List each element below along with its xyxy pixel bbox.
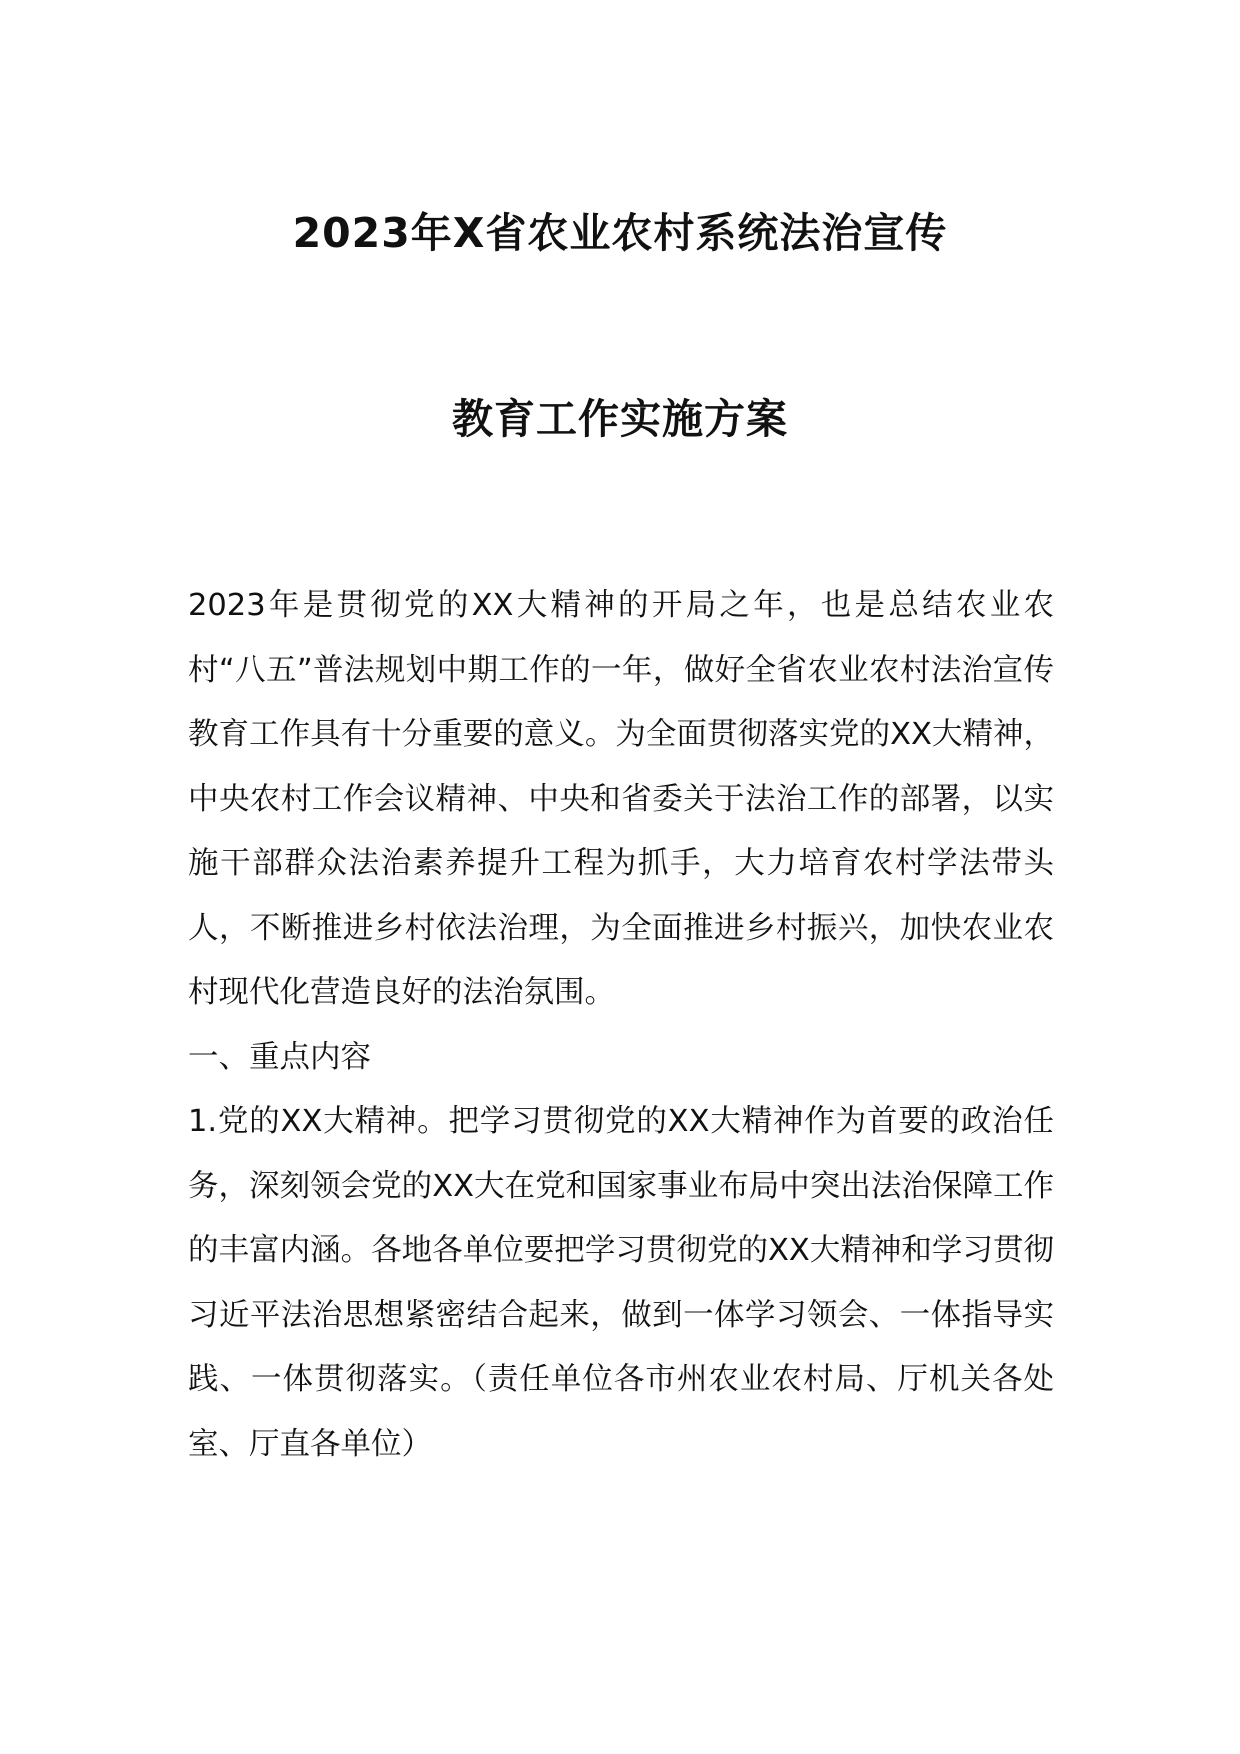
section-heading: 一、重点内容 [188,1039,371,1075]
document-title-line-2: 教育工作实施方案 [452,395,788,443]
intro-paragraph: 2023年是贯彻党的XX大精神的开局之年，也是总结农业农村“八五”普法规划中期工作的一年，做好全省农业农村法治宣传教育工作具有十分重要的意义。为全面贯彻落实党的XX大精神，中央农村工作会议精神、中央和省委关于法治工作的部署，以实施干部群众法治素养提升工程为抓手，大力培育农村学法带头人，不断推进乡村依法治理，为全面推进乡村振兴，加快农业农村现代化营造良好的法治氛围。 [188,588,1054,1010]
item-paragraph: 1.党的XX大精神。把学习贯彻党的XX大精神作为首要的政治任务，深刻领会党的XX大在党和国家事业布局中突出法治保障工作的丰富内涵。各地各单位要把学习贯彻党的XX大精神和学习贯彻习近平法治思想紧密结合起来，做到一体学习领会、一体指导实践、一体贯彻落实。（责任单位各市州农业农村局、厅机关各处室、厅直各单位） [188,1104,1054,1462]
document-title-line-1: 2023年X省农业农村系统法治宣传 [292,209,948,257]
document-body [188,574,1054,1477]
